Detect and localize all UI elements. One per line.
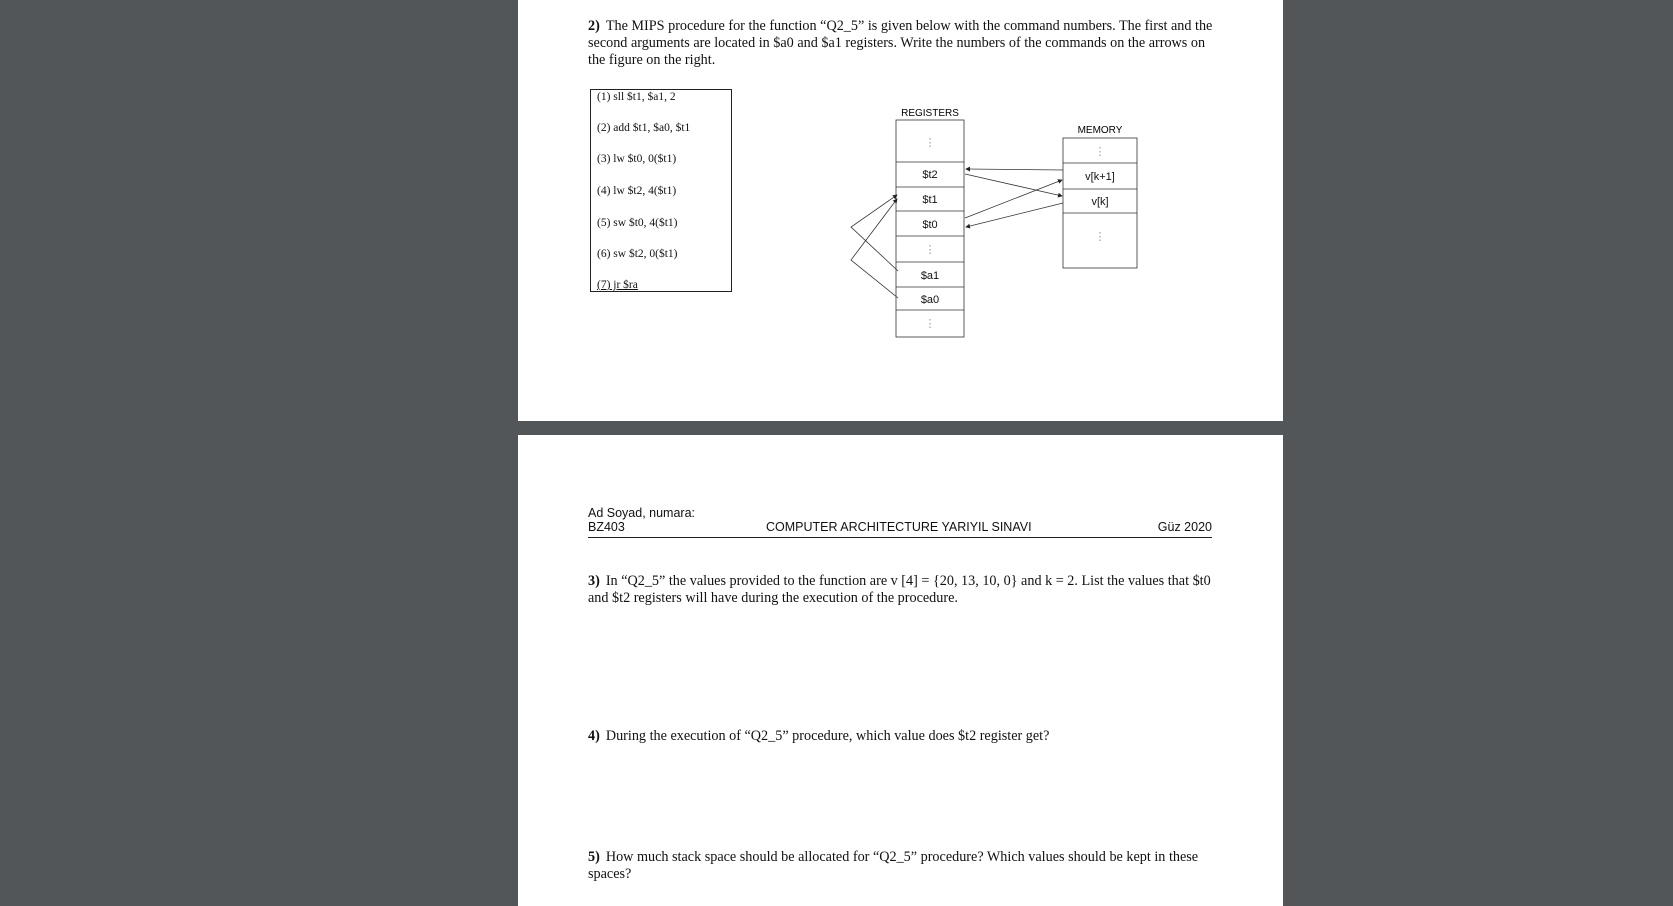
question-5-text: How much stack space should be allocated for “Q2_5” procedure? Which values should be kept in these spaces? (588, 849, 1199, 882)
question-4 (588, 728, 1218, 745)
exam-title: COMPUTER ARCHITECTURE YARIYIL SINAVI (766, 520, 1032, 534)
command-5: (5) sw $t0, 4($t1) (597, 217, 678, 229)
question-2-number: 2) (588, 18, 600, 34)
arrow-memory-to-t2 (966, 169, 1063, 170)
memory-v-k: v[k] (1091, 196, 1109, 208)
question-2-text: The MIPS procedure for the function “Q2_5” is given below with the command numbers. The first and the second arguments are located in $a0 and $a1 registers. Write the numbers of the commands on the arrows on the figure on the right. (588, 18, 1213, 68)
command-2: (2) add $t1, $a0, $t1 (597, 122, 691, 134)
register-t2: $t2 (922, 169, 938, 181)
register-ellipsis-top: ⋮ (924, 137, 936, 149)
command-3: (3) lw $t0, 0($t1) (597, 153, 677, 165)
memory-ellipsis-top: ⋮ (1094, 146, 1106, 158)
register-a1: $a1 (920, 270, 940, 282)
register-t0: $t0 (922, 219, 938, 231)
memory-title: MEMORY (1077, 125, 1123, 136)
arrow-memory-to-t0 (966, 203, 1063, 227)
question-4-text: During the execution of “Q2_5” procedure, which value does $t2 register get? (605, 728, 1050, 744)
register-a0: $a0 (920, 294, 940, 306)
registers-title: REGISTERS (901, 108, 959, 119)
question-3-text: In “Q2_5” the values provided to the function are v [4] = {20, 13, 10, 0} and k = 2. List the values that $t0 and $t2 registers will have during the execution of the procedure. (588, 573, 1211, 606)
command-4: (4) lw $t2, 4($t1) (597, 185, 677, 197)
arrow-t0-to-memory (965, 180, 1062, 218)
question-5-number: 5) (588, 849, 600, 865)
command-6: (6) sw $t2, 0($t1) (597, 248, 678, 260)
document-page-2 (518, 435, 1283, 906)
command-1: (1) sll $t1, $a1, 2 (597, 91, 676, 103)
page-header (588, 505, 1212, 538)
question-4-number: 4) (588, 728, 600, 744)
document-page-1 (518, 0, 1283, 421)
arrow-t2-to-memory (965, 174, 1062, 196)
term: Güz 2020 (1157, 520, 1212, 534)
question-5 (588, 849, 1218, 883)
register-ellipsis-bottom: ⋮ (924, 318, 936, 330)
question-3 (588, 573, 1218, 607)
register-memory-diagram (518, 0, 1283, 421)
memory-v-k-plus-1: v[k+1] (1085, 171, 1115, 183)
memory-ellipsis-bottom: ⋮ (1094, 231, 1106, 243)
register-t1: $t1 (922, 194, 938, 206)
question-3-number: 3) (588, 573, 600, 589)
course-code: BZ403 (588, 520, 625, 534)
name-label: Ad Soyad, numara: (588, 506, 696, 520)
register-ellipsis-middle: ⋮ (924, 244, 936, 256)
command-7: (7) jr $ra (597, 279, 638, 291)
